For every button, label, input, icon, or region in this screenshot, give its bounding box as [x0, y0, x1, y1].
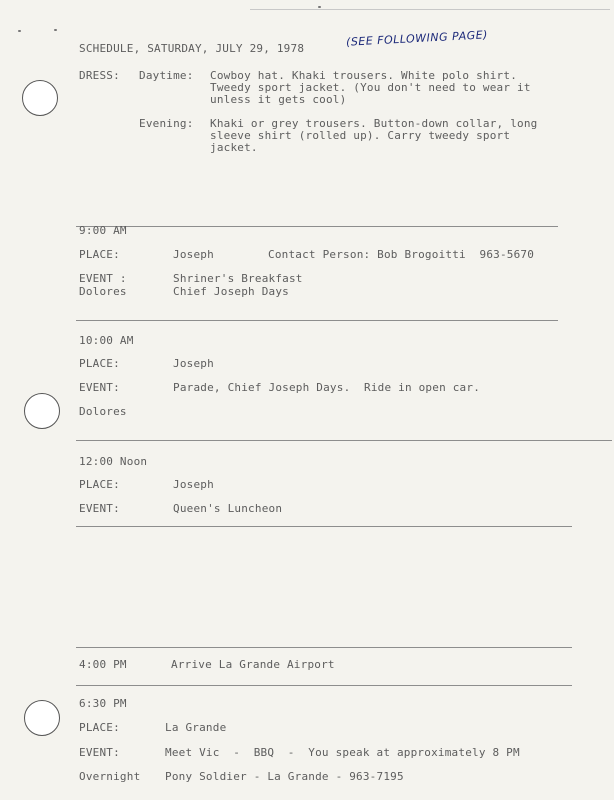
event-2-place-label: PLACE: [79, 357, 120, 370]
binder-hole-bottom [24, 700, 60, 736]
event-3-event: Queen's Luncheon [173, 502, 283, 515]
event-1-place-label: PLACE: [79, 248, 120, 261]
evening-line-1: Khaki or grey trousers. Button-down collar, long [210, 117, 538, 130]
event-5-event-label: EVENT: [79, 746, 120, 759]
event-5-overnight-label: Overnight [79, 770, 141, 783]
daytime-line-3: unless it gets cool) [210, 93, 347, 106]
event-3-place-label: PLACE: [79, 478, 120, 491]
event-3-place: Joseph [173, 478, 214, 491]
daytime-line-1: Cowboy hat. Khaki trousers. White polo shirt. [210, 69, 518, 82]
scan-speck [18, 30, 21, 32]
scan-speck [318, 6, 321, 8]
event-1-time: 9:00 AM [79, 224, 127, 237]
event-5-place: La Grande [165, 721, 227, 734]
divider-4 [76, 526, 572, 527]
divider-3 [76, 440, 612, 441]
daytime-line-2: Tweedy sport jacket. (You don't need to wear it [210, 81, 531, 94]
evening-line-2: sleeve shirt (rolled up). Carry tweedy sport [210, 129, 511, 142]
event-1-event-line-2: Chief Joseph Days [173, 285, 289, 298]
divider-2 [76, 320, 558, 321]
schedule-title: SCHEDULE, SATURDAY, JULY 29, 1978 [79, 42, 305, 55]
event-5-event: Meet Vic - BBQ - You speak at approximately 8 PM [165, 746, 520, 759]
event-2-event: Parade, Chief Joseph Days. Ride in open car. [173, 381, 481, 394]
daytime-label: Daytime: [139, 69, 194, 82]
event-5-place-label: PLACE: [79, 721, 120, 734]
event-5-overnight: Pony Soldier - La Grande - 963-7195 [165, 770, 404, 783]
evening-line-3: jacket. [210, 141, 258, 154]
event-2-attendee: Dolores [79, 405, 127, 418]
divider-5 [76, 647, 572, 648]
divider-6 [76, 685, 572, 686]
event-5-time: 6:30 PM [79, 697, 127, 710]
event-3-event-label: EVENT: [79, 502, 120, 515]
event-2-place: Joseph [173, 357, 214, 370]
binder-hole-top [22, 80, 58, 116]
evening-label: Evening: [139, 117, 194, 130]
event-1-place: Joseph [173, 248, 214, 261]
handwritten-note: (SEE FOLLOWING PAGE) [345, 28, 489, 49]
dress-label: DRESS: [79, 69, 120, 82]
event-1-event-label: EVENT : [79, 272, 127, 285]
event-3-time: 12:00 Noon [79, 455, 148, 468]
top-edge-rule [250, 9, 610, 10]
divider-1 [76, 226, 558, 227]
event-1-event: Shriner's Breakfast [173, 272, 303, 285]
event-1-attendee: Dolores [79, 285, 127, 298]
binder-hole-middle [24, 393, 60, 429]
event-2-time: 10:00 AM [79, 334, 134, 347]
scan-speck [54, 29, 57, 31]
event-2-event-label: EVENT: [79, 381, 120, 394]
event-1-contact: Contact Person: Bob Brogoitti 963-5670 [268, 248, 535, 261]
event-4-time: 4:00 PM [79, 658, 127, 671]
event-4-event: Arrive La Grande Airport [171, 658, 335, 671]
